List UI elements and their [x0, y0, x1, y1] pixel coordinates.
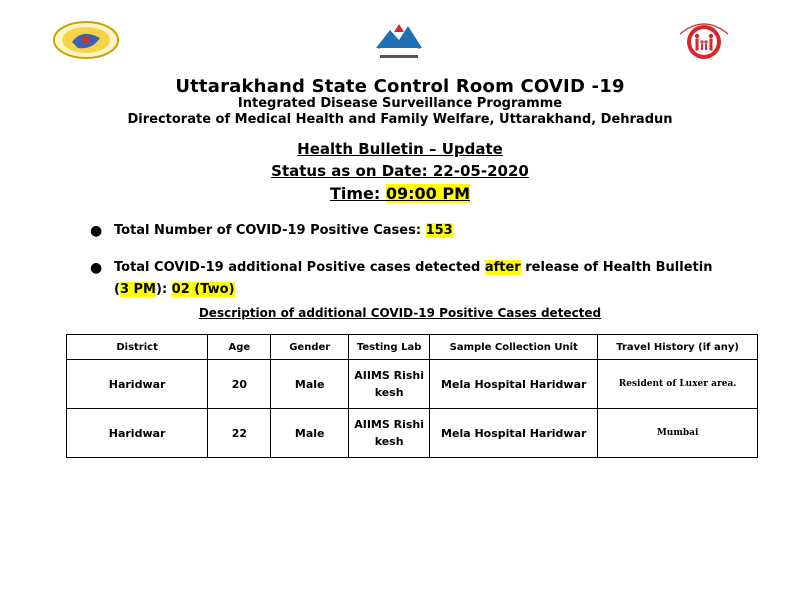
family-welfare-logo [666, 20, 742, 60]
cell-testing-lab: AIIMS Rishikesh [348, 360, 429, 409]
bullet-icon: ● [90, 260, 103, 276]
cell-testing-lab: AIIMS Rishikesh [348, 409, 429, 458]
bullet-text [114, 257, 728, 301]
cases-table [66, 334, 758, 458]
additional-3pm: 3 PM [119, 282, 156, 297]
header-district: District [67, 335, 208, 360]
bullet-icon: ● [90, 223, 103, 239]
nhm-logo [52, 20, 120, 60]
bulletin-label: Health Bulletin – Update [297, 140, 503, 158]
cell-district: Haridwar [67, 409, 208, 458]
cell-travel-history: Resident of Luxer area. [598, 360, 758, 409]
header-age: Age [208, 335, 271, 360]
bullet-additional-cases [88, 257, 728, 301]
total-cases-label: Total Number of COVID-19 Positive Cases: [114, 223, 426, 238]
additional-after: after [484, 260, 521, 275]
cell-sample-unit: Mela Hospital Haridwar [430, 360, 598, 409]
bulletin-heading [0, 140, 800, 158]
cell-gender: Male [271, 409, 349, 458]
cell-gender: Male [271, 360, 349, 409]
additional-text-3: ): [156, 282, 172, 297]
programme-subtitle: Integrated Disease Surveillance Programme [237, 96, 563, 111]
cell-travel-history: Mumbai [598, 409, 758, 458]
cell-age: 20 [208, 360, 271, 409]
table-caption [0, 306, 800, 320]
additional-value: 02 (Two) [171, 282, 235, 297]
time-line [0, 184, 800, 203]
table-caption-text: Description of additional COVID-19 Positive Cases detected [198, 306, 602, 320]
cell-age: 22 [208, 409, 271, 458]
table-row [67, 409, 758, 458]
additional-text-1: Total COVID-19 additional Positive cases detected [114, 260, 485, 275]
time-value: 09:00 PM [385, 184, 471, 203]
page-title: Uttarakhand State Control Room COVID -19 [175, 76, 625, 97]
uttarakhand-emblem [366, 18, 432, 64]
bullet-text [114, 220, 728, 242]
status-prefix: Status as on Date: [271, 162, 433, 180]
cell-sample-unit: Mela Hospital Haridwar [430, 409, 598, 458]
time-label: Time: [329, 184, 386, 203]
cell-district: Haridwar [67, 360, 208, 409]
bullet-total-cases [88, 220, 728, 242]
header-sample-unit: Sample Collection Unit [430, 335, 598, 360]
table-header-row [67, 335, 758, 360]
additional-text-2: release of Health Bulletin ( [114, 260, 713, 297]
status-line [0, 162, 800, 180]
table-row [67, 360, 758, 409]
directorate-subtitle: Directorate of Medical Health and Family Welfare, Uttarakhand, Dehradun [127, 112, 673, 127]
total-cases-value: 153 [425, 223, 453, 238]
header-gender: Gender [271, 335, 349, 360]
header-testing-lab: Testing Lab [348, 335, 429, 360]
status-date: 22-05-2020 [432, 162, 529, 180]
header-travel-history: Travel History (if any) [598, 335, 758, 360]
